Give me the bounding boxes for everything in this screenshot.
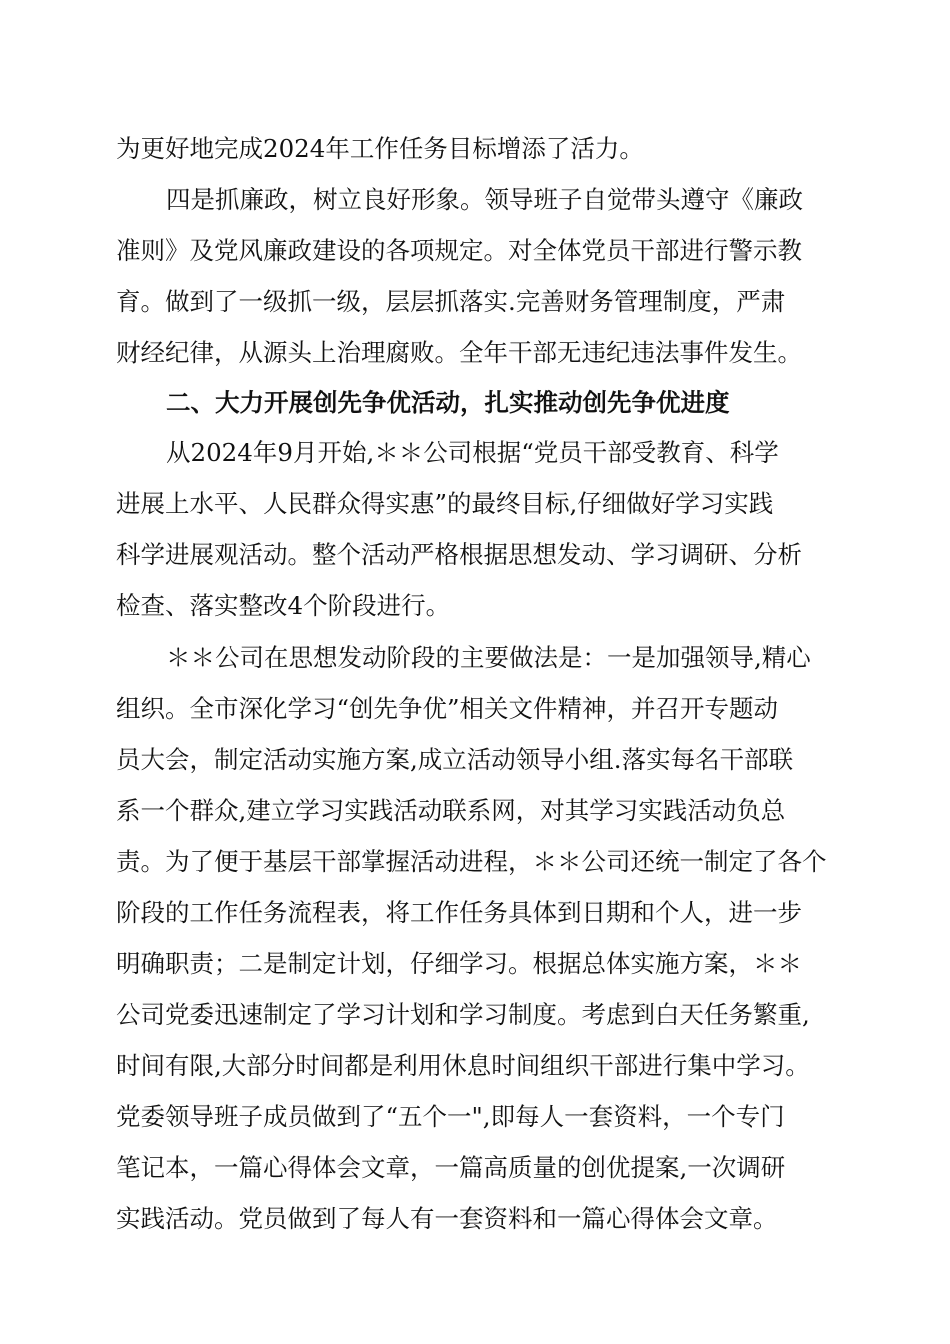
paragraph-start-line: 从2024年9月开始,＊＊公司根据“党员干部受教育、科学 [166,438,779,467]
text-line: 阶段的工作任务流程表，将工作任务具体到日期和个人，进一步 [116,898,802,927]
text-line: 系一个群众,建立学习实践活动联系网，对其学习实践活动负总 [116,796,786,825]
text-line: 实践活动。党员做到了每人有一套资料和一篇心得体会文章。 [116,1204,778,1233]
paragraph-start-line: ＊＊公司在思想发动阶段的主要做法是：一是加强领导,精心 [166,643,811,672]
text-line: 公司党委迅速制定了学习计划和学习制度。考虑到白天任务繁重, [116,1000,810,1029]
text-line: 检查、落实整改4个阶段进行。 [116,591,451,620]
text-line: 员大会，制定活动实施方案,成立活动领导小组.落实每名干部联 [116,745,794,774]
text-line: 育。做到了一级抓一级，层层抓落实.完善财务管理制度，严肃 [116,287,786,316]
text-line: 责。为了便于基层干部掌握活动进程，＊＊公司还统一制定了各个 [116,847,827,876]
text-line: 进展上水平、人民群众得实惠”的最终目标,仔细做好学习实践 [116,489,774,518]
text-line: 时间有限,大部分时间都是利用休息时间组织干部进行集中学习。 [116,1051,810,1080]
text-line: 明确职责；二是制定计划，仔细学习。根据总体实施方案，＊＊ [116,949,802,978]
text-line: 为更好地完成2024年工作任务目标增添了活力。 [116,134,644,163]
text-line: 科学进展观活动。整个活动严格根据思想发动、学习调研、分析 [116,540,802,569]
text-line: 组织。全市深化学习“创先争优”相关文件精神，并召开专题动 [116,694,779,723]
text-line: 笔记本，一篇心得体会文章，一篇高质量的创优提案,一次调研 [116,1153,786,1182]
paragraph-start-line: 四是抓廉政，树立良好形象。领导班子自觉带头遵守《廉政 [166,185,803,214]
section-heading: 二、大力开展创先争优活动，扎实推动创先争优进度 [166,388,730,417]
text-line: 准则》及党风廉政建设的各项规定。对全体党员干部进行警示教 [116,236,802,265]
text-line: 党委领导班子成员做到了“五个一",即每人一套资料，一个专门 [116,1102,785,1131]
text-line: 财经纪律，从源头上治理腐败。全年干部无违纪违法事件发生。 [116,338,802,367]
